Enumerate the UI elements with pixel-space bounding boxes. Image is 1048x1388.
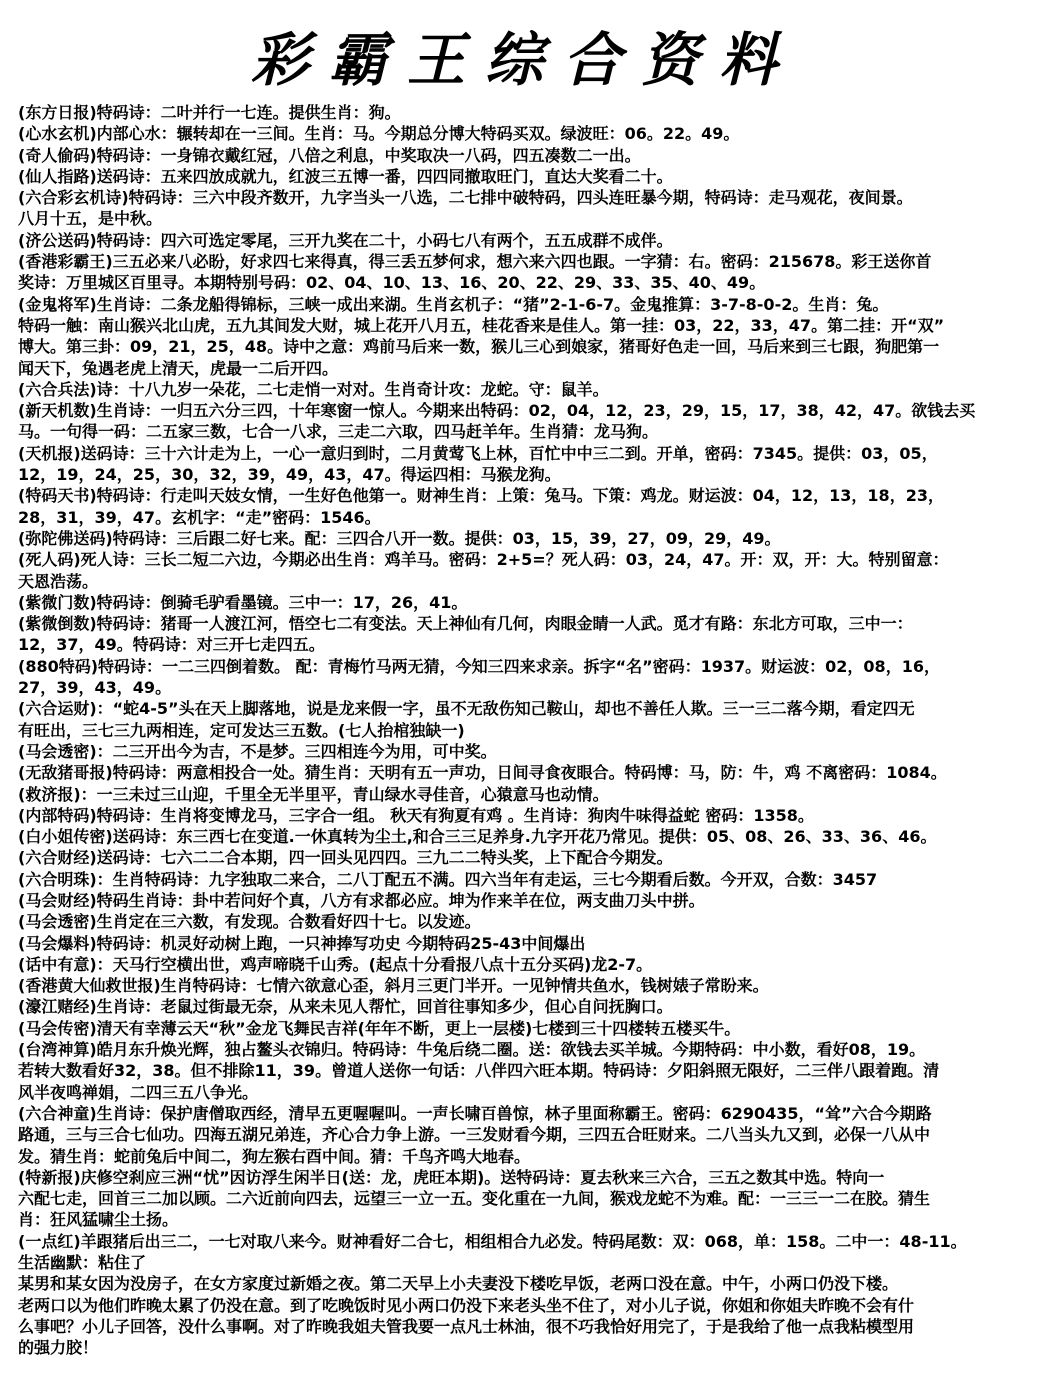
- text-line: 路通，三与三合七仙功。四海五湖兄弟连，齐心合力争上游。一三发财看今期，三四五合旺财来。二八当头九又到，必保一八从中: [18, 1125, 931, 1145]
- text-line: 的强力胶！: [18, 1338, 99, 1358]
- text-line: (六合财经)送码诗：七六二二合本期，四一回头见四四。三九二二特头奖，上下配合今期发。: [18, 848, 673, 868]
- text-line: (六合运财)：“蛇4-5”头在天上脚落地，说是龙来假一字，虽不无敌伤知己鞍山，却也不善任人欺。三一三二落今期，看定四无: [18, 699, 915, 719]
- text-line: (紫微倒数)特码诗：猪哥一人渡江河，悟空七二有变法。天上神仙有几何，肉眼金睛一人武。觅才有路：东北方可取，三中一：: [18, 614, 913, 634]
- text-line: 28，31，39，47。玄机字：“走”密码：1546。: [18, 507, 381, 527]
- text-line: (话中有意)：天马行空横出世，鸡声啼晓千山秀。(起点十分看报八点十五分买码)龙2-7。: [18, 954, 653, 974]
- text-line: 肖：狂风猛啸尘土扬。: [18, 1210, 179, 1230]
- text-line: (台湾神算)皓月东升焕光辉，独占鳌头衣锦归。特码诗：牛兔后绕二圈。送：欲钱去买羊城。今期特码：中小数，看好08，19。: [18, 1040, 926, 1060]
- text-line: (仙人指路)送码诗：五来四放成就九，红波三五博一番，四四同撤取旺门，直达大奖看二十。: [18, 166, 673, 186]
- text-line: 特码一触：南山猴兴北山虎，五九其间发大财，城上花开八月五，桂花香来是佳人。第一挂：03，22，33，47。第二挂：开“双”: [18, 315, 945, 335]
- text-line: 马。一句得一码：二五家三数，七合一八求，三走二六取，四马赶羊年。生肖猜：龙马狗。: [18, 422, 659, 442]
- text-line: (白小姐传密)送码诗：东三西七在变道.一休真转为尘土,和合三三足养身.九字开花乃常见。提供：05、08、26、33、36、46。: [18, 827, 937, 847]
- text-line: 奖诗：万里城区百里寻。本期特别号码：02、04、10、13、16、20、22、29、33、35、40、49。: [18, 273, 766, 293]
- text-line: (六合彩玄机诗)特码诗：三六中段齐数开，九字当头一八选，二七排中破特码，四头连旺暴今期，特码诗：走马观花，夜间景。: [18, 188, 913, 208]
- document-body: [18, 102, 1038, 1359]
- text-line: 生活幽默：粘住了: [18, 1253, 147, 1273]
- text-line: (880特码)特码诗：一二三四倒着数。 配：青梅竹马两无猜，今知三四来求亲。拆字“名”密码：1937。财运波：02，08，16，: [18, 656, 940, 676]
- text-line: (特码天书)特码诗：行走叫天妓女情，一生好色他第一。财神生肖：上策：兔马。下策：鸡龙。财运波：04，12，13，18，23，: [18, 486, 944, 506]
- text-line: 发。猜生肖：蛇前兔后中间二，狗左猴右酉中间。猜：千鸟齐鸣大地春。: [18, 1146, 531, 1166]
- text-line: 12，19，24，25，30，32，39，49，43，47。得运四相：马猴龙狗。: [18, 465, 561, 485]
- page-title: 彩霸王综合资料: [250, 26, 797, 94]
- text-line: (香港彩霸王)三五必来八必盼，好求四七来得真，得三丢五梦何求，想六来六四也跟。一字猜：右。密码：215678。彩王送你首: [18, 252, 932, 272]
- text-line: (紫微门数)特码诗：倒骑毛驴看墨镜。三中一：17，26，41。: [18, 592, 468, 612]
- text-line: 12，37，49。特码诗：对三开七走四五。: [18, 635, 325, 655]
- text-line: 某男和某女因为没房子，在女方家度过新婚之夜。第二天早上小夫妻没下楼吃早饭，老两口没在意。中午，小两口仍没下楼。: [18, 1274, 899, 1294]
- text-line: (济公送码)特码诗：四六可选定零尾，三开九奖在二十，小码七八有两个，五五成群不成伴。: [18, 230, 673, 250]
- text-line: (弥陀佛送码)特码诗：三后跟二好七来。配：三四合八开一数。提供：03，15，39，27，09，29，49。: [18, 528, 781, 548]
- text-line: (马会财经)特码生肖诗：卦中若问好个真，八方有求都必应。坤为作来羊在位，两支曲刀头中拼。: [18, 890, 705, 910]
- text-line: 老两口以为他们昨晚太累了仍没在意。到了吃晚饭时见小两口仍没下来老头坐不住了，对小儿子说，你姐和你姐夫昨晚不会有什: [18, 1295, 915, 1315]
- text-line: 若转大数看好32，38。但不排除11，39。曾道人送你一句话：八伴四六旺本期。特码诗：夕阳斜照无限好，二三伴八跟着跑。清: [18, 1061, 940, 1081]
- text-line: 六配七走，回首三二加以顾。二六近前向四去，远望三一立一五。变化重在一九间，猴戏龙蛇不为难。配：一三三一二在胶。猜生: [18, 1189, 931, 1209]
- text-line: 有旺出，三七三九两相连，定可发达三五数。(七人抬棺独缺一): [18, 720, 465, 740]
- text-line: (东方日报)特码诗：二叶并行一七连。提供生肖：狗。: [18, 103, 401, 122]
- text-line: 27，39，43，49。: [18, 678, 172, 698]
- text-line: (马会透密)：二三开出今为吉，不是梦。三四相连今为用，可中奖。: [18, 741, 497, 761]
- text-line: (马会透密)生肖定在三六数，有发现。合数看好四十七。以发迹。: [18, 912, 481, 932]
- text-line: 风半夜鸣禅娟，二四三五八争光。: [18, 1082, 259, 1102]
- text-line: 天恩浩荡。: [18, 571, 99, 591]
- text-line: (死人码)死人诗：三长二短二六边，今期必出生肖：鸡羊马。密码：2+5=？死人码：03，24，47。开：双，开：大。特别留意：: [18, 550, 949, 570]
- text-line: (心水玄机)内部心水：辗转却在一三间。生肖：马。今期总分博大特码买双。绿波旺：06。22。49。: [18, 124, 740, 144]
- text-line: (一点红)羊跟猪后出三二，一七对取八来今。财神看好二合七，相组相合九必发。特码尾数：双：068，单：158。二中一：48-11。: [18, 1231, 967, 1251]
- text-line: (奇人偷码)特码诗：一身锦衣戴红冠，八倍之利息，中奖取决一八码，四五凑数二一出。: [18, 145, 641, 165]
- text-line: 么事吧？小儿子回答，没什么事啊。对了昨晚我姐夫管我要一点凡士林油，很不巧我恰好用完了，于是我给了他一点我粘模型用: [18, 1316, 915, 1336]
- text-line: (六合兵法)诗：十八九岁一朵花，二七走悄一对对。生肖奇计攻：龙蛇。守：鼠羊。: [18, 379, 609, 399]
- text-line: 闻天下，兔遇老虎上清天，虎最一二后开四。: [18, 358, 339, 378]
- text-line: (香港黄大仙救世报)生肖特码诗：七情六欲意心歪，斜月三更门半开。一见钟情共鱼水，钱树婊子常盼来。: [18, 976, 769, 996]
- text-line: (特新报)庆修空刹应三洲“忧”因访浮生闲半日(送：龙，虎旺本期)。送特码诗：夏去秋来三六合，三五之数其中选。特向一: [18, 1167, 885, 1187]
- text-line: (六合神童)生肖诗：保护唐僧取西经，清早五更喔喔叫。一声长啸百兽惊，林子里面称霸王。密码：6290435，“耸”六合今期路: [18, 1103, 932, 1123]
- text-line: (内部特码)特码诗：生肖将变博龙马，三字合一组。 秋天有狗夏有鸡 。生肖诗：狗肉牛味得益蛇 密码：1358。: [18, 805, 814, 825]
- text-line: 八月十五，是中秋。: [18, 209, 163, 229]
- text-line: (救济报)：一三未过三山迎，千里全无半里平，青山绿水寻佳音，心猿意马也动情。: [18, 784, 609, 804]
- text-line: (金鬼将军)生肖诗：二条龙船得锦标，三峡一成出来湖。生肖玄机子：“猪”2-1-6-7。金鬼推算：3-7-8-0-2。生肖：兔。: [18, 294, 889, 314]
- text-line: (天机报)送码诗：三十六计走为上，一心一意归到时，二月黄莺飞上林，百忙中中三二到。开单，密码：7345。提供：03，05，: [18, 443, 938, 463]
- text-line: (新天机数)生肖诗：一归五六分三四，十年寒窗一惊人。今期来出特码：02，04，12，23，29，15，17，38，42，47。欲钱去买: [18, 401, 976, 421]
- text-line: (无敌猪哥报)特码诗：两意相投合一处。猜生肖：天明有五一声功，日间寻食夜眼合。特码博：马，防：牛，鸡 不离密码：1084。: [18, 763, 947, 783]
- text-line: 博大。第三卦：09，21，25，48。诗中之意：鸡前马后来一数，猴儿三心到娘家，猪哥好色走一回，马后来到三七跟，狗肥第一: [18, 337, 940, 357]
- text-line: (六合明珠)：生肖特码诗：九字独取二来合，二八丁配五不满。四六当年有走运，三七今期看后数。今开双，合数：3457: [18, 869, 878, 889]
- text-line: (濠江赌经)生肖诗：老鼠过街最无奈，从来未见人帮忙，回首往事知多少，但心自问抚胸口。: [18, 997, 673, 1017]
- text-line: (马会爆料)特码诗：机灵好动树上跑，一只神捧写功史 今期特码25-43中间爆出: [18, 933, 586, 953]
- text-line: (马会传密)清天有幸薄云天“秋”金龙飞舞民吉祥(年年不断，更上一层楼)七楼到三十四楼转五楼买牛。: [18, 1018, 741, 1038]
